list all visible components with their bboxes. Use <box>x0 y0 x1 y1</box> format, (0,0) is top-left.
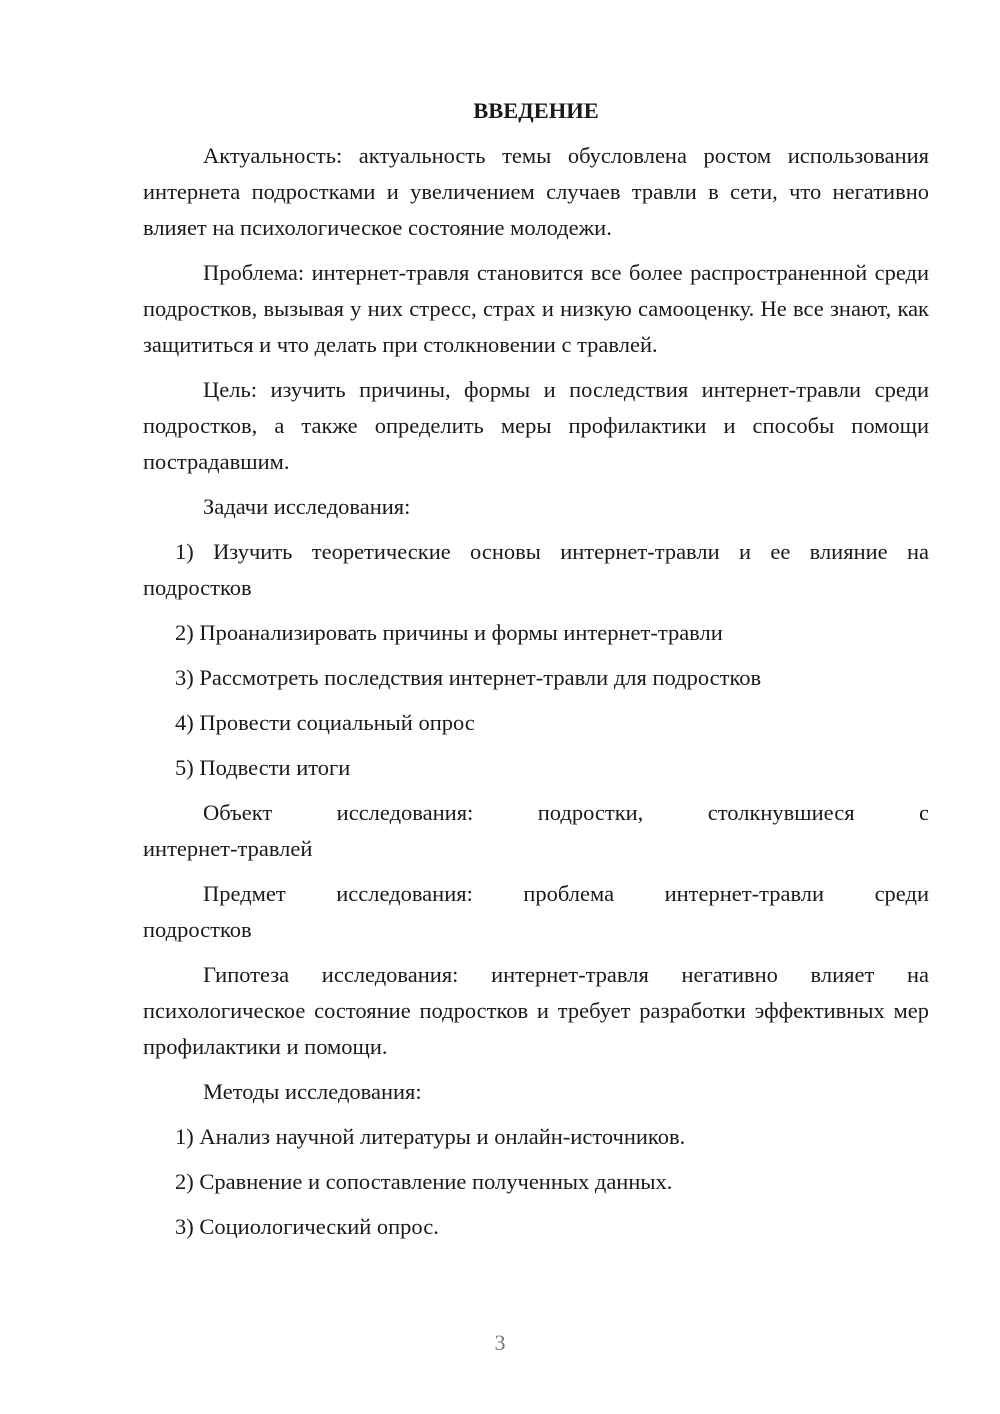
method-item: 1) Анализ научной литературы и онлайн-источников. <box>175 1124 686 1149</box>
page-number: 3 <box>494 1330 506 1355</box>
object-line: Объект исследования: подростки, столкнувшиеся с <box>203 800 929 825</box>
section-title: ВВЕДЕНИЕ <box>473 98 599 123</box>
object-paragraph <box>143 795 929 867</box>
problem-paragraph: Проблема: интернет-травля становится все более распространенной среди подростков, вызывая у них стресс, страх и низкую самооценку. Не все знают, как защититься и что делать при столкновении с травлей. <box>143 260 929 357</box>
methods-heading: Методы исследования: <box>203 1079 422 1104</box>
method-item: 2) Сравнение и сопоставление полученных данных. <box>175 1169 673 1194</box>
task-item: 5) Подвести итоги <box>175 755 351 780</box>
task-item: 2) Проанализировать причины и формы интернет-травли <box>175 620 723 645</box>
goal-paragraph: Цель: изучить причины, формы и последствия интернет-травли среди подростков, а также определить меры профилактики и способы помощи пострадавшим. <box>143 377 929 474</box>
subject-line: Предмет исследования: проблема интернет-травли среди <box>203 881 929 906</box>
subject-line: подростков <box>143 917 252 942</box>
object-line: интернет-травлей <box>143 836 313 861</box>
hypothesis-paragraph: Гипотеза исследования: интернет-травля негативно влияет на психологическое состояние подростков и требует разработки эффективных мер профилактики и помощи. <box>143 962 929 1059</box>
tasks-heading: Задачи исследования: <box>203 494 411 519</box>
task-item: 4) Провести социальный опрос <box>175 710 475 735</box>
relevance-paragraph: Актуальность: актуальность темы обусловлена ростом использования интернета подростками и увеличением случаев травли в сети, что негативно влияет на психологическое состояние молодежи. <box>143 143 929 240</box>
task-item: 3) Рассмотреть последствия интернет-травли для подростков <box>175 665 762 690</box>
task-item: 1) Изучить теоретические основы интернет-травли и ее влияние на подростков <box>143 539 929 600</box>
document-page <box>143 93 929 1254</box>
method-item: 3) Социологический опрос. <box>175 1214 439 1239</box>
subject-paragraph <box>143 876 929 948</box>
